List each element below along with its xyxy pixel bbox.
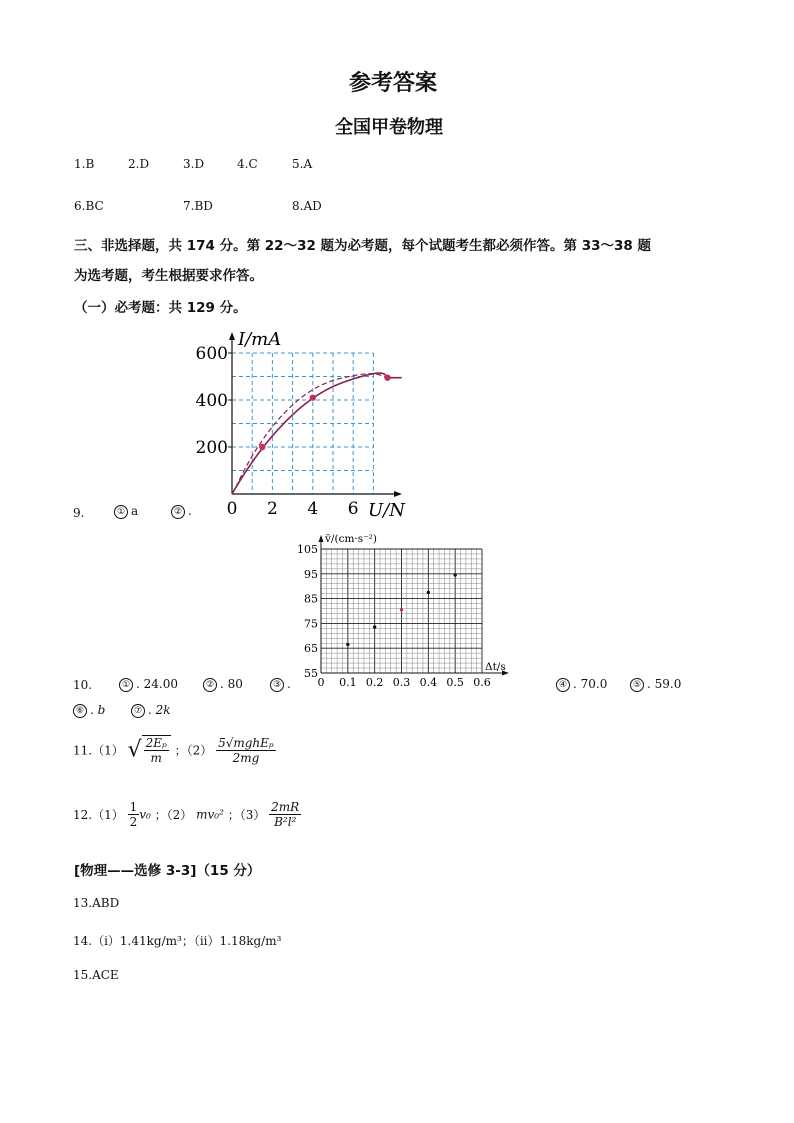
x-axis-label: Δt/s — [485, 661, 506, 673]
q12-prefix: 12.（1） — [73, 808, 124, 822]
y-tick-label: 600 — [195, 344, 228, 364]
q10-number: 10. — [73, 678, 93, 692]
q9-mark2: ② — [171, 505, 185, 519]
y-axis-arrow — [319, 535, 324, 542]
series-dashed — [236, 374, 388, 487]
q9-part2: ② . — [171, 504, 192, 519]
section-three-line2: 为选考题，考生根据要求作答。 — [74, 268, 263, 284]
q9-mark1: ① — [114, 505, 128, 519]
x-tick-label: 0.6 — [473, 676, 491, 689]
data-point — [384, 374, 390, 380]
data-point — [346, 643, 349, 646]
q10-mark-6: ⑥ — [73, 704, 87, 718]
q10-mark-4: ④ — [556, 678, 570, 692]
v-dt-chart-axes — [319, 535, 510, 676]
y-tick-label: 95 — [304, 567, 318, 581]
q9-answer-a: a — [131, 504, 139, 518]
y-tick-label: 65 — [304, 642, 318, 656]
x-tick-label: 0.1 — [339, 676, 357, 689]
answer-3: 3.D — [183, 157, 205, 171]
y-tick-label: 55 — [304, 667, 318, 680]
q12-answer-1: $\frac{1}{2}$ — [129, 800, 138, 829]
q12: 12.（1） $\frac{1}{2}$ v₀ ；（2） mv₀² ；（3） $\frac{2mR}{\text{B²l²}}$ — [73, 800, 300, 829]
section-three-sub: （一）必考题：共 129 分。 — [74, 300, 247, 316]
y-tick-label: 75 — [304, 617, 318, 631]
y-axis-label: v̄/(cm·s⁻²) — [325, 533, 377, 545]
x-axis-label: U/N — [368, 500, 405, 520]
q10-mark-7: ⑦ — [131, 704, 145, 718]
x-tick-label: 0 — [317, 676, 325, 689]
q9-part1 — [114, 504, 138, 519]
q10-item-4: ④ . 70.0 — [556, 677, 607, 692]
answer-5: 5.A — [292, 157, 313, 171]
v-dt-chart — [292, 532, 514, 692]
q10-item-5: ⑤ . 59.0 — [630, 677, 681, 692]
q12-answer-3: $\frac{2mR}{\text{B²l²}}$ — [271, 800, 300, 829]
answer-7: 7.BD — [183, 199, 213, 213]
q10-mark-2: ② — [203, 678, 217, 692]
q10-item-6: ⑥ . b — [73, 703, 105, 718]
x-tick-label: 0.2 — [365, 676, 384, 689]
iu-chart-series — [232, 373, 402, 494]
data-point — [453, 573, 456, 576]
page-subtitle: 全国甲卷物理 — [335, 117, 443, 138]
q10-item-7: ⑦ . 2k — [131, 703, 171, 718]
iu-chart-grid — [232, 353, 373, 494]
y-tick-label: 105 — [297, 543, 318, 556]
iu-chart-axes — [228, 332, 402, 497]
data-point — [427, 591, 430, 594]
page-title: 参考答案 — [349, 71, 438, 96]
answer-1: 1.B — [74, 157, 95, 171]
iu-chart-labels — [196, 329, 407, 520]
y-tick-label: 200 — [195, 438, 228, 458]
q10-mark-1: ① — [119, 678, 133, 692]
section-three-line1: 三、非选择题，共 174 分。第 22～32 题为必考题，每个试题考生都必须作答。第 33～38 题 — [74, 238, 652, 254]
q10-item-2: ② . 80 — [203, 677, 243, 692]
data-point — [373, 625, 376, 628]
y-tick-label: 85 — [304, 592, 318, 606]
answer-6: 6.BC — [74, 199, 104, 213]
x-tick-label: 0 — [226, 499, 238, 519]
x-axis-arrow — [394, 491, 402, 497]
y-tick-label: 400 — [195, 391, 228, 411]
q12-answer-2: mv₀² — [196, 807, 224, 822]
q11-answer-2: $\frac{\text{5√mghEₚ}}{2mg}$ — [218, 735, 274, 765]
data-point — [400, 608, 403, 611]
data-point — [310, 394, 316, 400]
q14: 14.（i）1.41kg/m³；（ii）1.18kg/m³ — [73, 934, 282, 948]
q11-prefix: 11.（1） — [73, 743, 124, 758]
q10-item-3: ③ . — [270, 677, 291, 692]
q11-sep: ；（2） — [174, 743, 213, 758]
y-axis-arrow — [229, 332, 235, 340]
q11: 11.（1） √ $\frac{\text{2Eₚ}}{m}$ ；（2） $\frac{\text{5√mghEₚ}}{2mg}$ — [73, 735, 274, 765]
q10-mark-5: ⑤ — [630, 678, 644, 692]
x-tick-label: 4 — [307, 499, 319, 519]
q13: 13.ABD — [73, 896, 120, 910]
series-solid — [232, 373, 402, 494]
elective-heading: [物理——选修 3-3]（15 分） — [74, 863, 261, 879]
q15: 15.ACE — [73, 968, 119, 982]
x-tick-label: 0.4 — [419, 676, 438, 689]
answer-4: 4.C — [237, 157, 258, 171]
iu-chart-points — [259, 374, 391, 450]
y-axis-label: I/mA — [238, 329, 282, 350]
data-point — [259, 444, 265, 450]
x-tick-label: 0.5 — [446, 676, 464, 689]
x-tick-label: 2 — [266, 499, 278, 519]
x-tick-label: 0.3 — [392, 676, 411, 689]
answer-2: 2.D — [128, 157, 150, 171]
q11-answer-1: $\frac{\text{2Eₚ}}{m}$ — [142, 735, 171, 765]
answer-8: 8.AD — [292, 199, 322, 213]
iu-chart — [190, 328, 410, 520]
x-tick-label: 6 — [347, 499, 359, 519]
q9-number: 9. — [73, 506, 85, 520]
q10-item-1: ① . 24.00 — [119, 677, 178, 692]
q10-mark-3: ③ — [270, 678, 284, 692]
